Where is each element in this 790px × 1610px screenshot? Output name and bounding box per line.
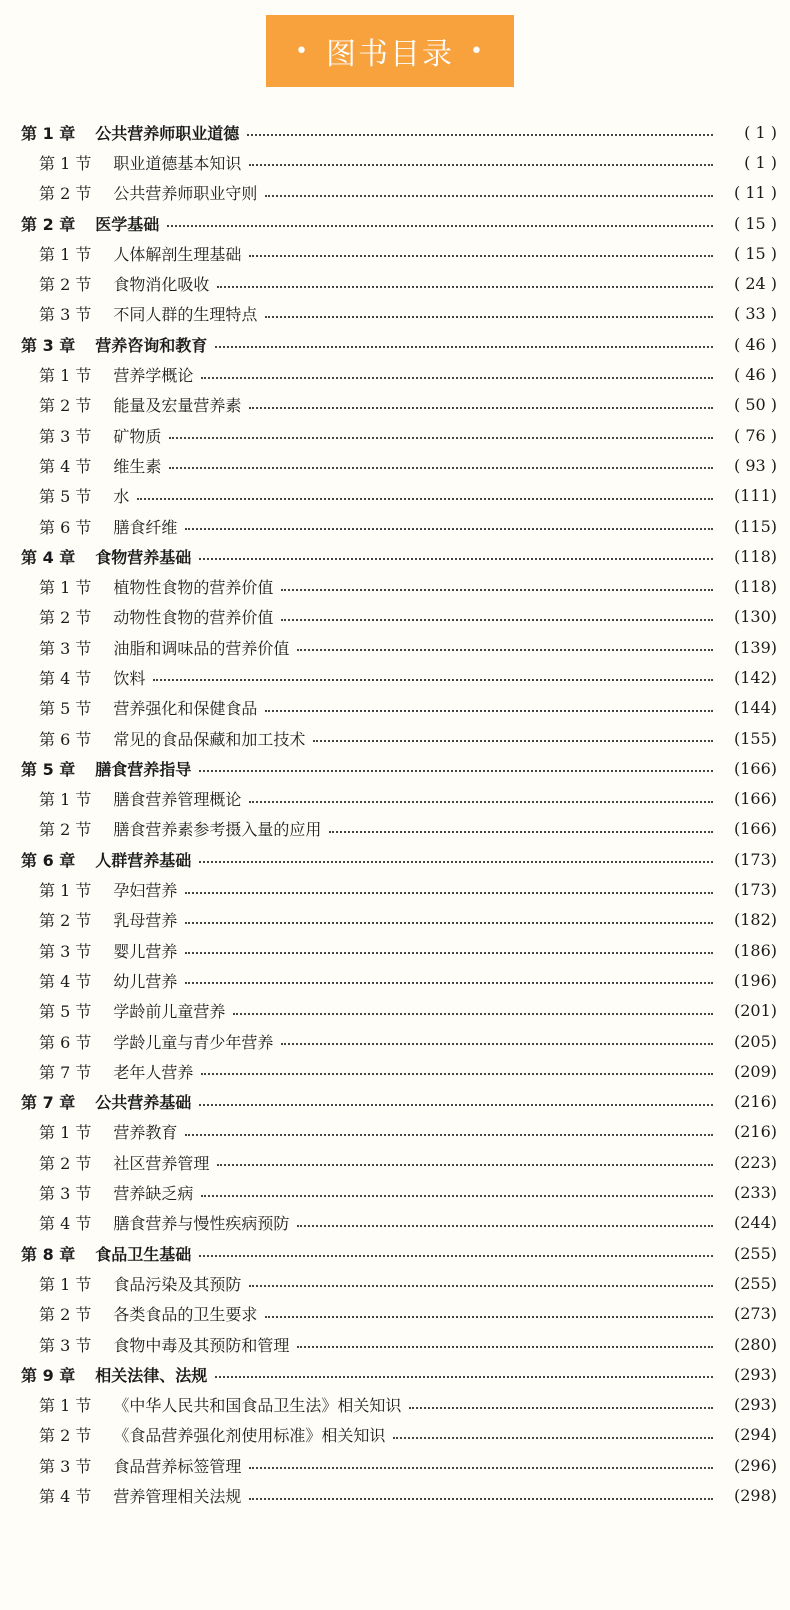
toc-chapter-row[interactable]	[21, 1238, 777, 1268]
dot-leader	[185, 950, 713, 954]
section-number: 第 2 节	[39, 1305, 92, 1325]
toc-entry-label	[39, 272, 209, 295]
toc-section-row[interactable]	[21, 1450, 777, 1480]
section-number: 第 3 节	[39, 426, 92, 446]
toc-entry-label	[39, 151, 241, 174]
page-number: (280)	[733, 1334, 777, 1354]
toc-entry-label	[39, 666, 145, 689]
page-number: (216)	[733, 1092, 777, 1112]
dot-leader	[167, 223, 713, 227]
chapter-number: 第 9 章	[21, 1365, 76, 1385]
section-title: 食品污染及其预防	[113, 1274, 242, 1294]
toc-entry-label	[39, 363, 193, 386]
page-number: ( 11 )	[733, 183, 777, 203]
toc-section-row[interactable]	[21, 1117, 777, 1147]
section-number: 第 3 节	[39, 305, 92, 325]
page-number: (182)	[733, 910, 777, 930]
page-number: (294)	[733, 1425, 777, 1445]
dot-leader	[201, 1071, 713, 1075]
dot-leader	[249, 253, 713, 257]
dot-leader	[249, 1465, 713, 1469]
page-number: (205)	[733, 1031, 777, 1051]
toc-section-row[interactable]	[21, 1299, 777, 1329]
page-number: (173)	[733, 880, 777, 900]
toc-section-row[interactable]	[21, 965, 777, 995]
dot-leader	[393, 1435, 713, 1439]
section-title: 婴儿营养	[113, 941, 178, 961]
chapter-number: 第 5 章	[21, 759, 76, 779]
section-number: 第 5 节	[39, 487, 92, 507]
dot-leader	[265, 314, 713, 318]
section-title: 植物性食物的营养价值	[113, 578, 274, 598]
table-of-contents	[21, 117, 777, 1511]
page-number: (166)	[733, 758, 777, 778]
toc-entry-label	[39, 969, 177, 992]
page-number: ( 15 )	[733, 213, 777, 233]
section-number: 第 2 节	[39, 911, 92, 931]
dot-leader	[265, 708, 713, 712]
section-title: 幼儿营养	[113, 971, 178, 991]
section-title: 膳食营养与慢性疾病预防	[113, 1214, 290, 1234]
dot-leader	[217, 1162, 713, 1166]
dot-leader	[249, 1496, 713, 1500]
toc-section-row[interactable]	[21, 632, 777, 662]
section-number: 第 2 节	[39, 1153, 92, 1173]
toc-section-row[interactable]	[21, 905, 777, 935]
dot-leader	[199, 1253, 713, 1257]
dot-leader	[137, 496, 713, 500]
dot-leader	[265, 193, 713, 197]
section-number: 第 3 节	[39, 1335, 92, 1355]
page-number: (293)	[733, 1395, 777, 1415]
section-title: 营养学概论	[113, 366, 194, 386]
dot-leader	[249, 799, 713, 803]
chapter-number: 第 3 章	[21, 335, 76, 355]
toc-entry-label	[39, 302, 257, 325]
page-number: ( 46 )	[733, 365, 777, 385]
toc-section-row[interactable]	[21, 693, 777, 723]
toc-section-row[interactable]	[21, 996, 777, 1026]
dot-leader	[185, 980, 713, 984]
toc-entry-label	[39, 242, 241, 265]
toc-section-row[interactable]	[21, 1268, 777, 1298]
section-number: 第 3 节	[39, 1184, 92, 1204]
toc-chapter-row[interactable]	[21, 1087, 777, 1117]
toc-section-row[interactable]	[21, 238, 777, 268]
toc-section-row[interactable]	[21, 511, 777, 541]
section-title: 矿物质	[113, 426, 162, 446]
section-number: 第 2 节	[39, 608, 92, 628]
page-number: (216)	[733, 1122, 777, 1142]
page-number: (223)	[733, 1152, 777, 1172]
toc-entry-label	[39, 1211, 289, 1234]
chapter-number: 第 1 章	[21, 123, 76, 143]
page-number: (298)	[733, 1486, 777, 1505]
dot-leader	[199, 556, 713, 560]
section-number: 第 1 节	[39, 153, 92, 173]
toc-section-row[interactable]	[21, 299, 777, 329]
chapter-title: 营养咨询和教育	[95, 335, 208, 355]
toc-entry-label	[39, 1151, 209, 1174]
page-number: (144)	[733, 698, 777, 718]
toc-entry-label	[39, 424, 161, 447]
section-number: 第 1 节	[39, 881, 92, 901]
section-number: 第 3 节	[39, 1456, 92, 1476]
section-title: 水	[113, 487, 130, 507]
section-title: 维生素	[113, 456, 162, 476]
toc-section-row[interactable]	[21, 178, 777, 208]
page-number: (155)	[733, 728, 777, 748]
page-number: (142)	[733, 667, 777, 687]
toc-entry-label	[39, 1030, 273, 1053]
chapter-title: 公共营养师职业道德	[95, 123, 240, 143]
toc-entry-label	[39, 1454, 241, 1477]
dot-leader	[265, 1314, 713, 1318]
toc-entry-label	[39, 575, 273, 598]
dot-leader	[185, 1132, 713, 1136]
page-number: (296)	[733, 1455, 777, 1475]
toc-entry-label	[21, 848, 191, 871]
dot-leader	[199, 768, 713, 772]
toc-section-row[interactable]	[21, 481, 777, 511]
dot-leader	[297, 647, 713, 651]
section-number: 第 1 节	[39, 1274, 92, 1294]
toc-entry-label	[39, 939, 177, 962]
toc-entry-label	[21, 757, 191, 780]
dot-leader	[169, 465, 713, 469]
section-number: 第 2 节	[39, 275, 92, 295]
page-number: (166)	[733, 819, 777, 839]
chapter-title: 膳食营养指导	[95, 759, 192, 779]
toc-entry-label	[39, 727, 305, 750]
toc-entry-label	[39, 1423, 385, 1446]
toc-section-row[interactable]	[21, 571, 777, 601]
toc-entry-label	[21, 1090, 191, 1113]
page-number: ( 24 )	[733, 274, 777, 294]
dot-leader	[201, 375, 713, 379]
toc-entry-label	[39, 1120, 177, 1143]
section-number: 第 4 节	[39, 456, 92, 476]
section-number: 第 1 节	[39, 366, 92, 386]
page-number: (118)	[733, 546, 777, 566]
banner-title: 图书目录	[326, 37, 454, 72]
section-title: 食品营养标签管理	[113, 1456, 242, 1476]
chapter-title: 食物营养基础	[95, 547, 192, 567]
section-title: 老年人营养	[113, 1062, 194, 1082]
toc-section-row[interactable]	[21, 1208, 777, 1238]
toc-section-row[interactable]	[21, 814, 777, 844]
page-number: (173)	[733, 849, 777, 869]
page-number: (255)	[733, 1273, 777, 1293]
dot-leader	[185, 920, 713, 924]
section-title: 公共营养师职业守则	[113, 184, 258, 204]
section-number: 第 7 节	[39, 1062, 92, 1082]
toc-chapter-row[interactable]	[21, 753, 777, 783]
section-title: 常见的食品保藏和加工技术	[113, 729, 306, 749]
section-title: 各类食品的卫生要求	[113, 1305, 258, 1325]
section-title: 食物消化吸收	[113, 275, 210, 295]
toc-entry-label	[39, 787, 241, 810]
dot-leader	[249, 162, 713, 166]
toc-entry-label	[39, 817, 321, 840]
page-number: ( 1 )	[744, 152, 777, 172]
page-number: (273)	[733, 1304, 777, 1324]
dot-leader	[297, 1344, 713, 1348]
section-number: 第 3 节	[39, 638, 92, 658]
toc-section-row[interactable]	[21, 723, 777, 753]
section-title: 《中华人民共和国食品卫生法》相关知识	[113, 1396, 402, 1416]
page-number: ( 46 )	[733, 334, 777, 354]
section-number: 第 2 节	[39, 820, 92, 840]
toc-section-row[interactable]	[21, 1329, 777, 1359]
page-number: (209)	[733, 1061, 777, 1081]
section-number: 第 6 节	[39, 729, 92, 749]
toc-entry-label	[21, 121, 239, 144]
chapter-number: 第 6 章	[21, 850, 76, 870]
dot-leader	[247, 132, 713, 136]
toc-entry-label	[21, 212, 159, 235]
section-title: 社区营养管理	[113, 1153, 210, 1173]
toc-section-row[interactable]	[21, 662, 777, 692]
banner-dot-right: •	[470, 38, 485, 64]
toc-section-row[interactable]	[21, 450, 777, 480]
toc-section-row[interactable]	[21, 359, 777, 389]
section-title: 营养缺乏病	[113, 1184, 194, 1204]
section-number: 第 2 节	[39, 1426, 92, 1446]
toc-banner	[266, 15, 514, 87]
dot-leader	[329, 829, 713, 833]
dot-leader	[233, 1011, 713, 1015]
toc-entry-label	[39, 999, 225, 1022]
toc-entry-label	[39, 636, 289, 659]
dot-leader	[249, 1283, 713, 1287]
section-number: 第 1 节	[39, 1123, 92, 1143]
chapter-title: 相关法律、法规	[95, 1365, 208, 1385]
section-title: 食物中毒及其预防和管理	[113, 1335, 290, 1355]
section-number: 第 6 节	[39, 517, 92, 537]
toc-entry-label	[39, 1302, 257, 1325]
dot-leader	[201, 1193, 713, 1197]
banner-dot-left: •	[295, 38, 310, 64]
dot-leader	[297, 1223, 713, 1227]
dot-leader	[313, 738, 713, 742]
chapter-number: 第 8 章	[21, 1244, 76, 1264]
toc-entry-label	[39, 181, 257, 204]
page-number: (244)	[733, 1213, 777, 1233]
section-number: 第 1 节	[39, 244, 92, 264]
section-title: 膳食营养素参考摄入量的应用	[113, 820, 322, 840]
toc-chapter-row[interactable]	[21, 541, 777, 571]
dot-leader	[281, 587, 713, 591]
toc-entry-label	[39, 1484, 241, 1507]
section-title: 营养强化和保健食品	[113, 699, 258, 719]
toc-chapter-row[interactable]	[21, 117, 777, 147]
toc-section-row[interactable]	[21, 935, 777, 965]
section-number: 第 5 节	[39, 699, 92, 719]
section-number: 第 4 节	[39, 1487, 92, 1506]
section-title: 学龄前儿童营养	[113, 1002, 226, 1022]
section-title: 《食品营养强化剂使用标准》相关知识	[113, 1426, 386, 1446]
dot-leader	[185, 890, 713, 894]
page-number: ( 93 )	[733, 455, 777, 475]
toc-chapter-row[interactable]	[21, 329, 777, 359]
toc-section-row[interactable]	[21, 1147, 777, 1177]
section-number: 第 2 节	[39, 184, 92, 204]
toc-section-row[interactable]	[21, 1389, 777, 1419]
toc-section-row[interactable]	[21, 390, 777, 420]
toc-entry-label	[39, 454, 161, 477]
section-title: 乳母营养	[113, 911, 178, 931]
page-number: (201)	[733, 1001, 777, 1021]
section-title: 孕妇营养	[113, 881, 178, 901]
chapter-title: 人群营养基础	[95, 850, 192, 870]
page-number: ( 33 )	[733, 304, 777, 324]
section-number: 第 4 节	[39, 1214, 92, 1234]
section-number: 第 6 节	[39, 1032, 92, 1052]
section-title: 营养教育	[113, 1123, 178, 1143]
chapter-title: 公共营养基础	[95, 1093, 192, 1113]
section-number: 第 5 节	[39, 1002, 92, 1022]
toc-section-row[interactable]	[21, 420, 777, 450]
dot-leader	[153, 677, 713, 681]
chapter-title: 食品卫生基础	[95, 1244, 192, 1264]
toc-section-row[interactable]	[21, 147, 777, 177]
page-number: (186)	[733, 940, 777, 960]
toc-section-row[interactable]	[21, 602, 777, 632]
dot-leader	[409, 1405, 713, 1409]
section-title: 膳食营养管理概论	[113, 790, 242, 810]
toc-chapter-row[interactable]	[21, 1359, 777, 1389]
chapter-number: 第 7 章	[21, 1093, 76, 1113]
page-number: (111)	[733, 486, 777, 506]
section-title: 饮料	[113, 668, 146, 688]
section-title: 营养管理相关法规	[113, 1487, 242, 1506]
page-number: (255)	[733, 1243, 777, 1263]
toc-entry-label	[39, 696, 257, 719]
dot-leader	[249, 405, 713, 409]
toc-section-row[interactable]	[21, 1056, 777, 1086]
dot-leader	[281, 1041, 713, 1045]
section-number: 第 3 节	[39, 941, 92, 961]
toc-section-row[interactable]	[21, 1026, 777, 1056]
page-number: (233)	[733, 1183, 777, 1203]
toc-section-row[interactable]	[21, 1480, 777, 1510]
toc-entry-label	[39, 605, 273, 628]
toc-section-row[interactable]	[21, 1177, 777, 1207]
chapter-title: 医学基础	[95, 214, 160, 234]
dot-leader	[185, 526, 713, 530]
page-number: ( 15 )	[733, 243, 777, 263]
dot-leader	[199, 1102, 713, 1106]
toc-chapter-row[interactable]	[21, 208, 777, 238]
chapter-number: 第 4 章	[21, 547, 76, 567]
page-number: (130)	[733, 607, 777, 627]
dot-leader	[215, 344, 713, 348]
section-number: 第 4 节	[39, 971, 92, 991]
toc-entry-label	[39, 515, 177, 538]
toc-entry-label	[39, 1272, 241, 1295]
section-number: 第 1 节	[39, 790, 92, 810]
section-number: 第 1 节	[39, 1396, 92, 1416]
section-number: 第 1 节	[39, 578, 92, 598]
section-title: 油脂和调味品的营养价值	[113, 638, 290, 658]
chapter-number: 第 2 章	[21, 214, 76, 234]
section-title: 膳食纤维	[113, 517, 178, 537]
page-number: (293)	[733, 1364, 777, 1384]
page-number: (166)	[733, 789, 777, 809]
toc-section-row[interactable]	[21, 874, 777, 904]
dot-leader	[215, 1374, 713, 1378]
toc-section-row[interactable]	[21, 268, 777, 298]
toc-entry-label	[39, 908, 177, 931]
toc-section-row[interactable]	[21, 1420, 777, 1450]
section-title: 职业道德基本知识	[113, 153, 242, 173]
toc-entry-label	[21, 545, 191, 568]
section-number: 第 2 节	[39, 396, 92, 416]
toc-entry-label	[39, 484, 129, 507]
toc-entry-label	[21, 1242, 191, 1265]
page-number: ( 76 )	[733, 425, 777, 445]
toc-section-row[interactable]	[21, 784, 777, 814]
toc-entry-label	[39, 1181, 193, 1204]
toc-entry-label	[39, 1333, 289, 1356]
page-number: ( 1 )	[744, 122, 777, 142]
toc-entry-label	[21, 1363, 207, 1386]
toc-entry-label	[21, 333, 207, 356]
dot-leader	[169, 435, 713, 439]
section-title: 动物性食物的营养价值	[113, 608, 274, 628]
page-number: (118)	[733, 577, 777, 597]
toc-entry-label	[39, 393, 241, 416]
toc-entry-label	[39, 878, 177, 901]
page-number: ( 50 )	[733, 395, 777, 415]
page-number: (139)	[733, 637, 777, 657]
section-title: 能量及宏量营养素	[113, 396, 242, 416]
toc-entry-label	[39, 1060, 193, 1083]
section-title: 不同人群的生理特点	[113, 305, 258, 325]
toc-chapter-row[interactable]	[21, 844, 777, 874]
dot-leader	[281, 617, 713, 621]
section-title: 人体解剖生理基础	[113, 244, 242, 264]
page-number: (115)	[733, 516, 777, 536]
toc-entry-label	[39, 1393, 401, 1416]
section-number: 第 4 节	[39, 668, 92, 688]
dot-leader	[217, 284, 713, 288]
page-number: (196)	[733, 970, 777, 990]
section-title: 学龄儿童与青少年营养	[113, 1032, 274, 1052]
dot-leader	[199, 859, 713, 863]
